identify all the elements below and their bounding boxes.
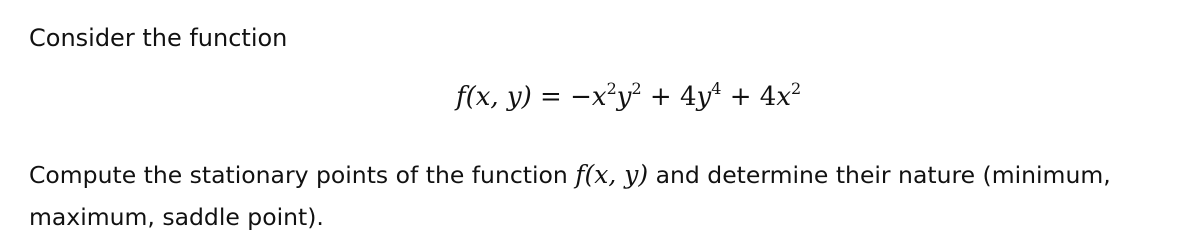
- term2-y-exponent: 4: [711, 79, 722, 98]
- prompt-inline-math: f(x, y): [575, 160, 649, 189]
- equation-equals: =: [531, 82, 571, 112]
- term3-coefficient: 4: [759, 82, 777, 112]
- intro-text: Consider the function: [29, 24, 288, 52]
- task-prompt: [29, 154, 1174, 238]
- term1-y: y: [616, 82, 632, 112]
- plus-sign-1: +: [641, 82, 680, 112]
- term2-y: y: [696, 82, 712, 112]
- term1-sign: −: [570, 82, 592, 112]
- term1-x: x: [591, 82, 607, 112]
- prompt-text-after: and determine their nature (minimum, maximum, saddle point).: [29, 161, 1111, 231]
- plus-sign-2: +: [721, 82, 760, 112]
- term1-y-exponent: 2: [631, 79, 642, 98]
- term2-coefficient: 4: [680, 82, 697, 112]
- term3-x: x: [776, 82, 791, 112]
- prompt-text-before: Compute the stationary points of the function: [29, 161, 576, 189]
- equation-lhs: f(x, y): [456, 82, 532, 112]
- term3-x-exponent: 2: [790, 79, 802, 98]
- term1-x-exponent: 2: [606, 79, 617, 98]
- function-equation: [456, 80, 801, 114]
